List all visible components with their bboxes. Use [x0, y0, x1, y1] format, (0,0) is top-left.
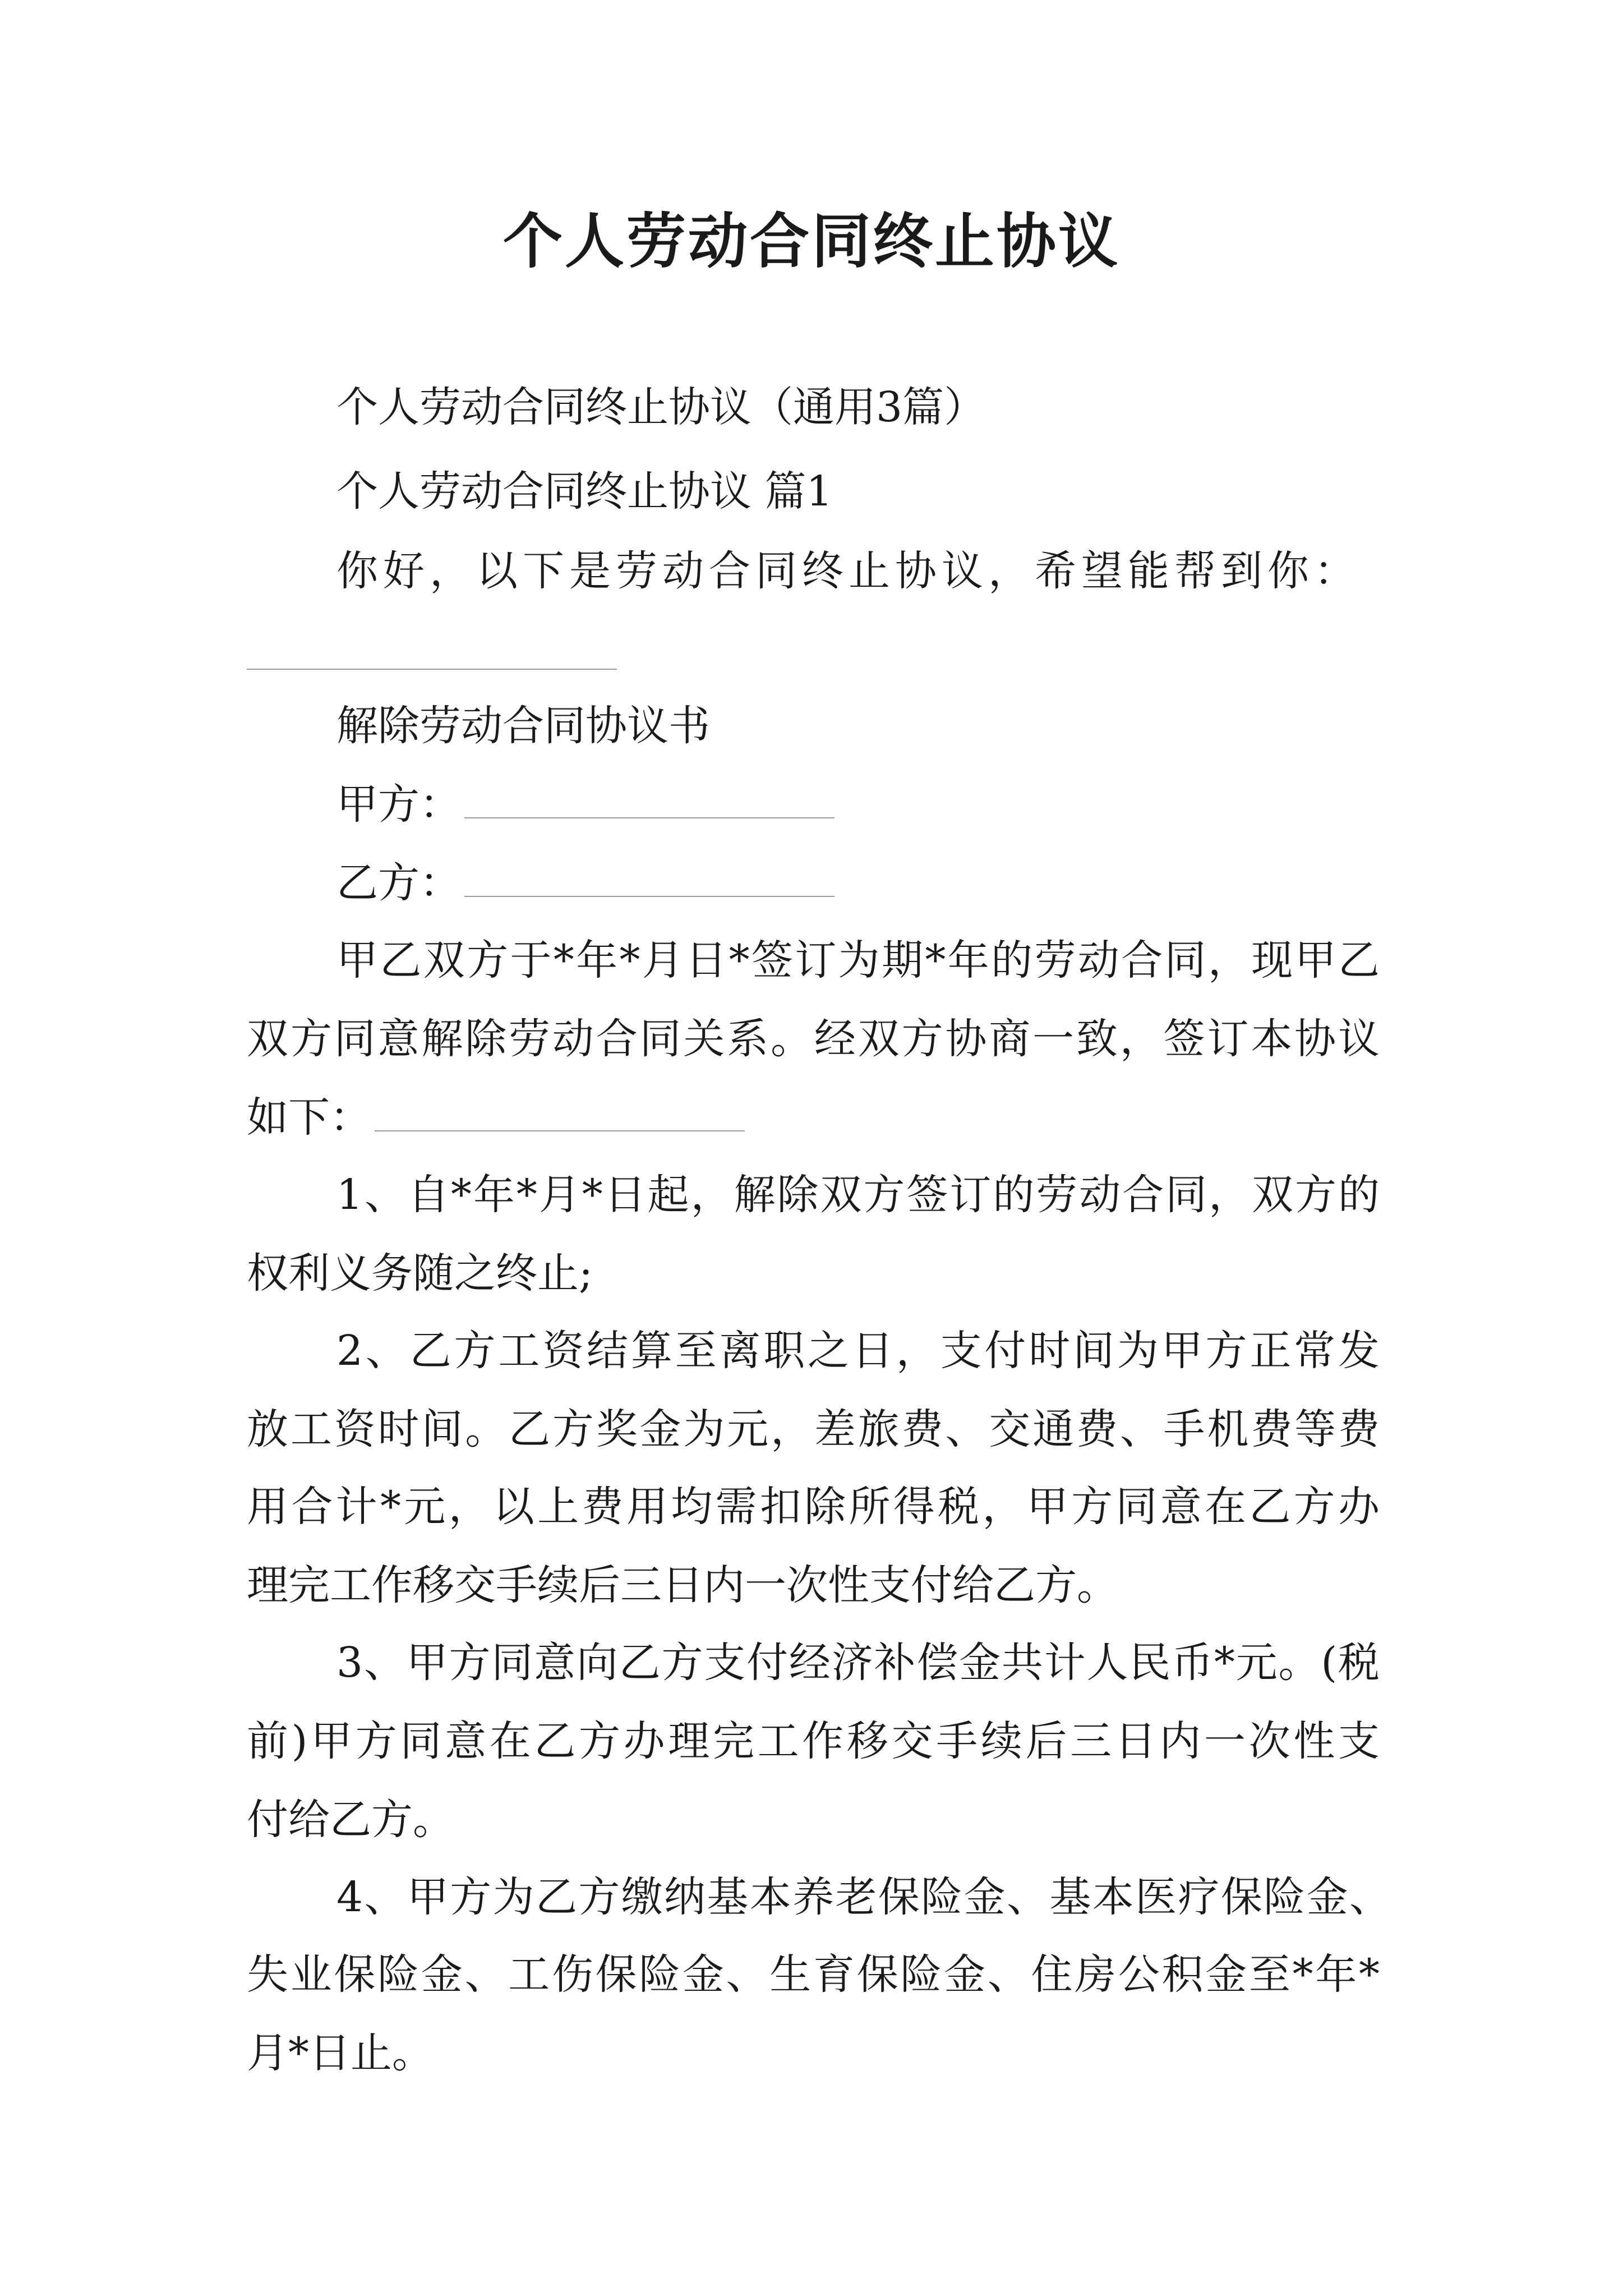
- party-a-label: 甲方：: [336, 780, 461, 829]
- intro-blank-field: [375, 1097, 745, 1131]
- clause-2-line: 理完工作移交手续后三日内一次性支付给乙方。: [247, 1561, 1118, 1609]
- party-b-row: [336, 855, 834, 911]
- agreement-title: 解除劳动合同协议书: [336, 702, 710, 750]
- greeting-text: 你好，以下是劳动合同终止协议，希望能帮到你：: [336, 547, 1361, 595]
- party-a-blank-field: [464, 784, 834, 818]
- divider-line: [247, 669, 617, 670]
- document-title: 个人劳动合同终止协议: [503, 206, 1120, 276]
- intro-line: 甲乙双方于*年*月日*签订为期*年的劳动合同，现甲乙: [336, 936, 1380, 984]
- party-b-blank-field: [464, 862, 834, 897]
- clause-2-line: 用合计*元，以上费用均需扣除所得税，甲方同意在乙方办: [247, 1483, 1380, 1531]
- party-a-row: [336, 776, 834, 832]
- party-b-label: 乙方：: [336, 859, 461, 907]
- clause-3-line: 前)甲方同意在乙方办理完工作移交手续后三日内一次性支: [247, 1717, 1380, 1765]
- clause-1-line: 1、自*年*月*日起，解除双方签订的劳动合同，双方的: [336, 1171, 1380, 1219]
- intro-line: 双方同意解除劳动合同关系。经双方协商一致，签订本协议: [247, 1015, 1380, 1063]
- section-heading: 个人劳动合同终止协议 篇1: [336, 467, 833, 516]
- subtitle: 个人劳动合同终止协议（通用3篇）: [336, 383, 986, 431]
- intro-last-row: [247, 1089, 745, 1145]
- clause-3-line: 付给乙方。: [247, 1796, 454, 1844]
- clause-4-line: 失业保险金、工伤保险金、生育保险金、住房公积金至*年*: [247, 1950, 1380, 1999]
- intro-line: 如下：: [247, 1093, 371, 1142]
- clause-2-line: 2、乙方工资结算至离职之日，支付时间为甲方正常发: [336, 1327, 1380, 1375]
- clause-2-line: 放工资时间。乙方奖金为元，差旅费、交通费、手机费等费: [247, 1405, 1380, 1453]
- clause-4-line: 月*日止。: [247, 2029, 434, 2077]
- clause-3-line: 3、甲方同意向乙方支付经济补偿金共计人民币*元。(税: [336, 1639, 1380, 1687]
- clause-4-line: 4、甲方为乙方缴纳基本养老保险金、基本医疗保险金、: [336, 1873, 1391, 1921]
- clause-1-line: 权利义务随之终止;: [247, 1249, 593, 1297]
